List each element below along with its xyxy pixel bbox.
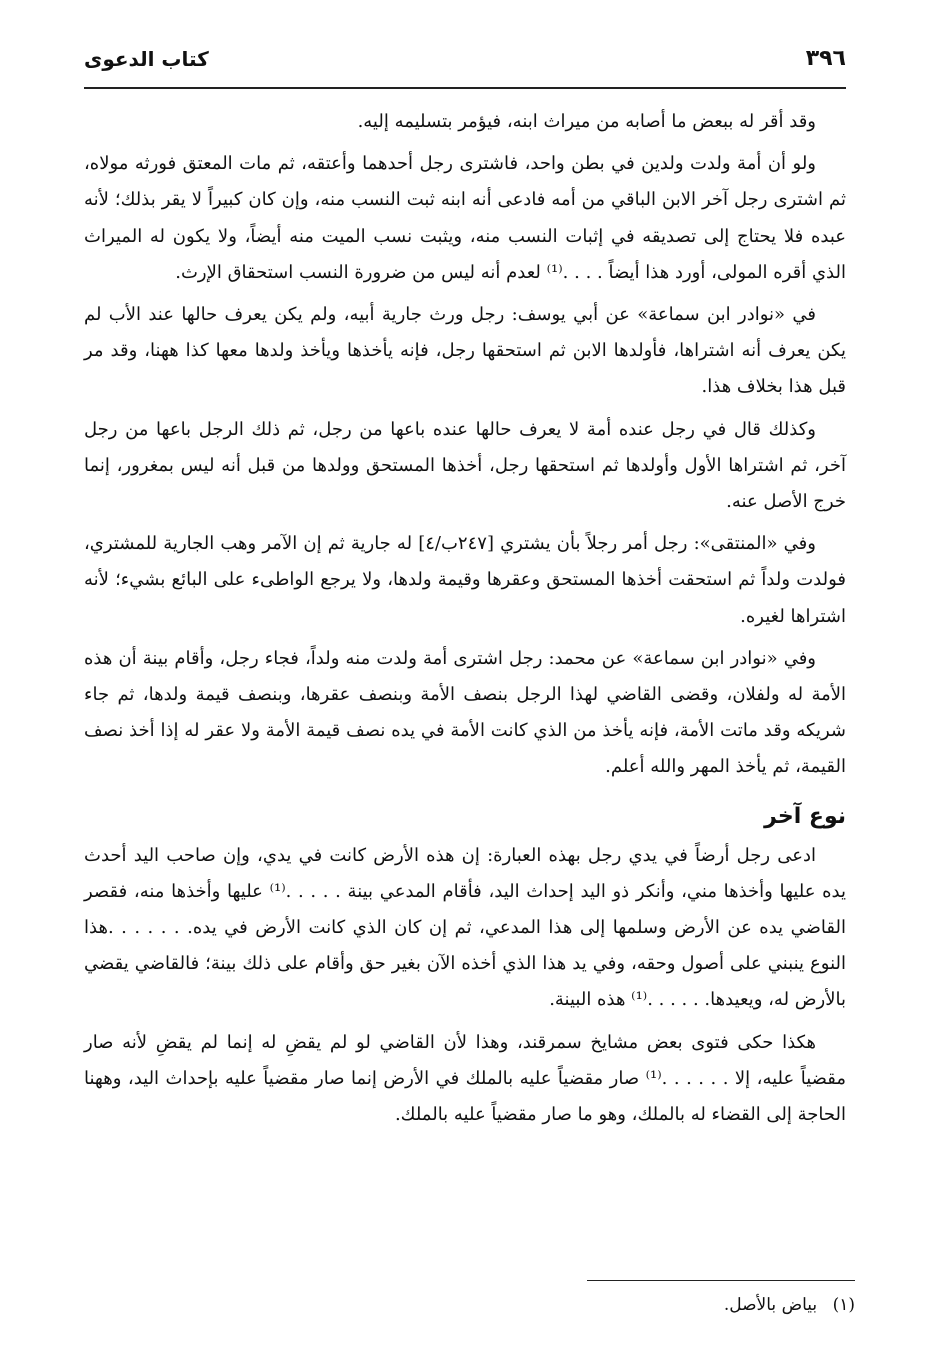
main-text bbox=[84, 104, 846, 1139]
page-number: ٣٩٦ bbox=[805, 46, 846, 71]
paragraph: وفي «المنتقى»: رجل أمر رجلاً بأن يشتري [٢٤٧ب/٤] له جارية ثم إن الآمر وهب الجارية للمشتري، فولدت ولداً ثم استحقت أخذها المستحق وعقرها وقيمة ولدها، ولا يرجع الواطىء على البائع بشيء؛ لأنه اشتراها لغيره. bbox=[84, 533, 846, 627]
paragraph: وفي «نوادر ابن سماعة» عن محمد: رجل اشترى أمة ولدت منه ولداً، فجاء رجل، وأقام بينة أن هذه الأمة له ولفلان، وقضى القاضي لهذا الرجل بنصف الأمة وبنصف عقرها، وبنصف قيمة ولدها، ثم جاء شريكه وقد ماتت الأمة، فإنه يأخذ من الذي كانت الأمة في يده نصف قيمة الأمة ولا عقر له إذا أخذ نصف القيمة، ثم يأخذ المهر والله أعلم. bbox=[84, 647, 846, 778]
footnote-text: بياض بالأصل. bbox=[723, 1295, 818, 1315]
section-heading: نوع آخر bbox=[764, 803, 846, 829]
page-header bbox=[84, 44, 846, 88]
paragraph: ولو أن أمة ولدت ولدين في بطن واحد، فاشترى رجل أحدهما وأعتقه، ثم مات المعتق فورثه مولاه، ثم اشترى رجل آخر الابن الباقي من أمه فادعى أنه ابنه ثبت النسب منه، وإن كان كبيراً لا يقر بذلك؛ لأنه عبده فلا يحتاج إلى تصديقه في إثبات النسب منه، ويثبت نسب الميت منه أيضاً، ولا يكون له الميراث الذي أقره المولى، أورد هذا أيضاً . . . .⁽¹⁾ لعدم أنه ليس من ضرورة النسب استحقاق الإرث. bbox=[84, 153, 846, 283]
paragraph: هكذا حكى فتوى بعض مشايخ سمرقند، وهذا لأن القاضي لو لم يقضِ له إنما لم يقضِ لأنه صار مقضياً عليه، إلا . . . . . .⁽¹⁾ صار مقضياً عليه بالملك في الأرض إنما صار مقضياً عليه بإحداث اليد، وههنا الحاجة إلى القضاء له بالملك، وهو ما صار مقضياً عليه بالملك. bbox=[84, 1031, 846, 1126]
paragraph: وقد أقر له ببعض ما أصابه من ميراث ابنه، فيؤمر بتسليمه إليه. bbox=[357, 111, 816, 132]
footnote-divider bbox=[587, 1280, 855, 1281]
paragraph: ادعى رجل أرضاً في يدي رجل بهذه العبارة: إن هذه الأرض كانت في يدي، وإن صاحب اليد أحدث يده عليها وأخذها مني، وأنكر ذو اليد إحداث اليد، فأقام المدعي بينة . . . . .⁽¹⁾ عليها وأخذها منه، فقصر القاضي يده عن الأرض وسلمها إلى هذا المدعي، ثم إن كان الذي كانت الأرض في يده. . . . . . .هذا النوع ينبني على أصول وحقه، وفي يد هذا الذي أخذه الآن بغير حق وأقام على ذلك بينة؛ فالقاضي يقضي بالأرض له، ويعيدها. . . . . .⁽¹⁾ هذه البينة. bbox=[84, 844, 846, 1011]
running-title: كتاب الدعوى bbox=[84, 47, 209, 71]
header-divider bbox=[84, 87, 846, 89]
paragraph: وكذلك قال في رجل عنده أمة لا يعرف حالها عنده باعها من رجل، ثم ذلك الرجل باعها من رجل آخر، ثم اشتراها الأول وأولدها ثم استحقها رجل، أخذها المستحق وولدها من قبل أنه ليس بمغرور، إنما خرج الأصل عنه. bbox=[84, 418, 846, 513]
footnote-marker: (١) bbox=[832, 1295, 855, 1315]
footnote bbox=[93, 1290, 855, 1320]
paragraph: في «نوادر ابن سماعة» عن أبي يوسف: رجل ورث جارية أبيه، ولم يكن يعرف حالها عند الأب لم يكن يعرف أنه اشتراها، فأولدها الابن ثم استحقها رجل، فإنه يأخذها ويأخذ ولدها معها كذا ههنا، وقد مر قبل هذا بخلاف هذا. bbox=[84, 304, 846, 398]
